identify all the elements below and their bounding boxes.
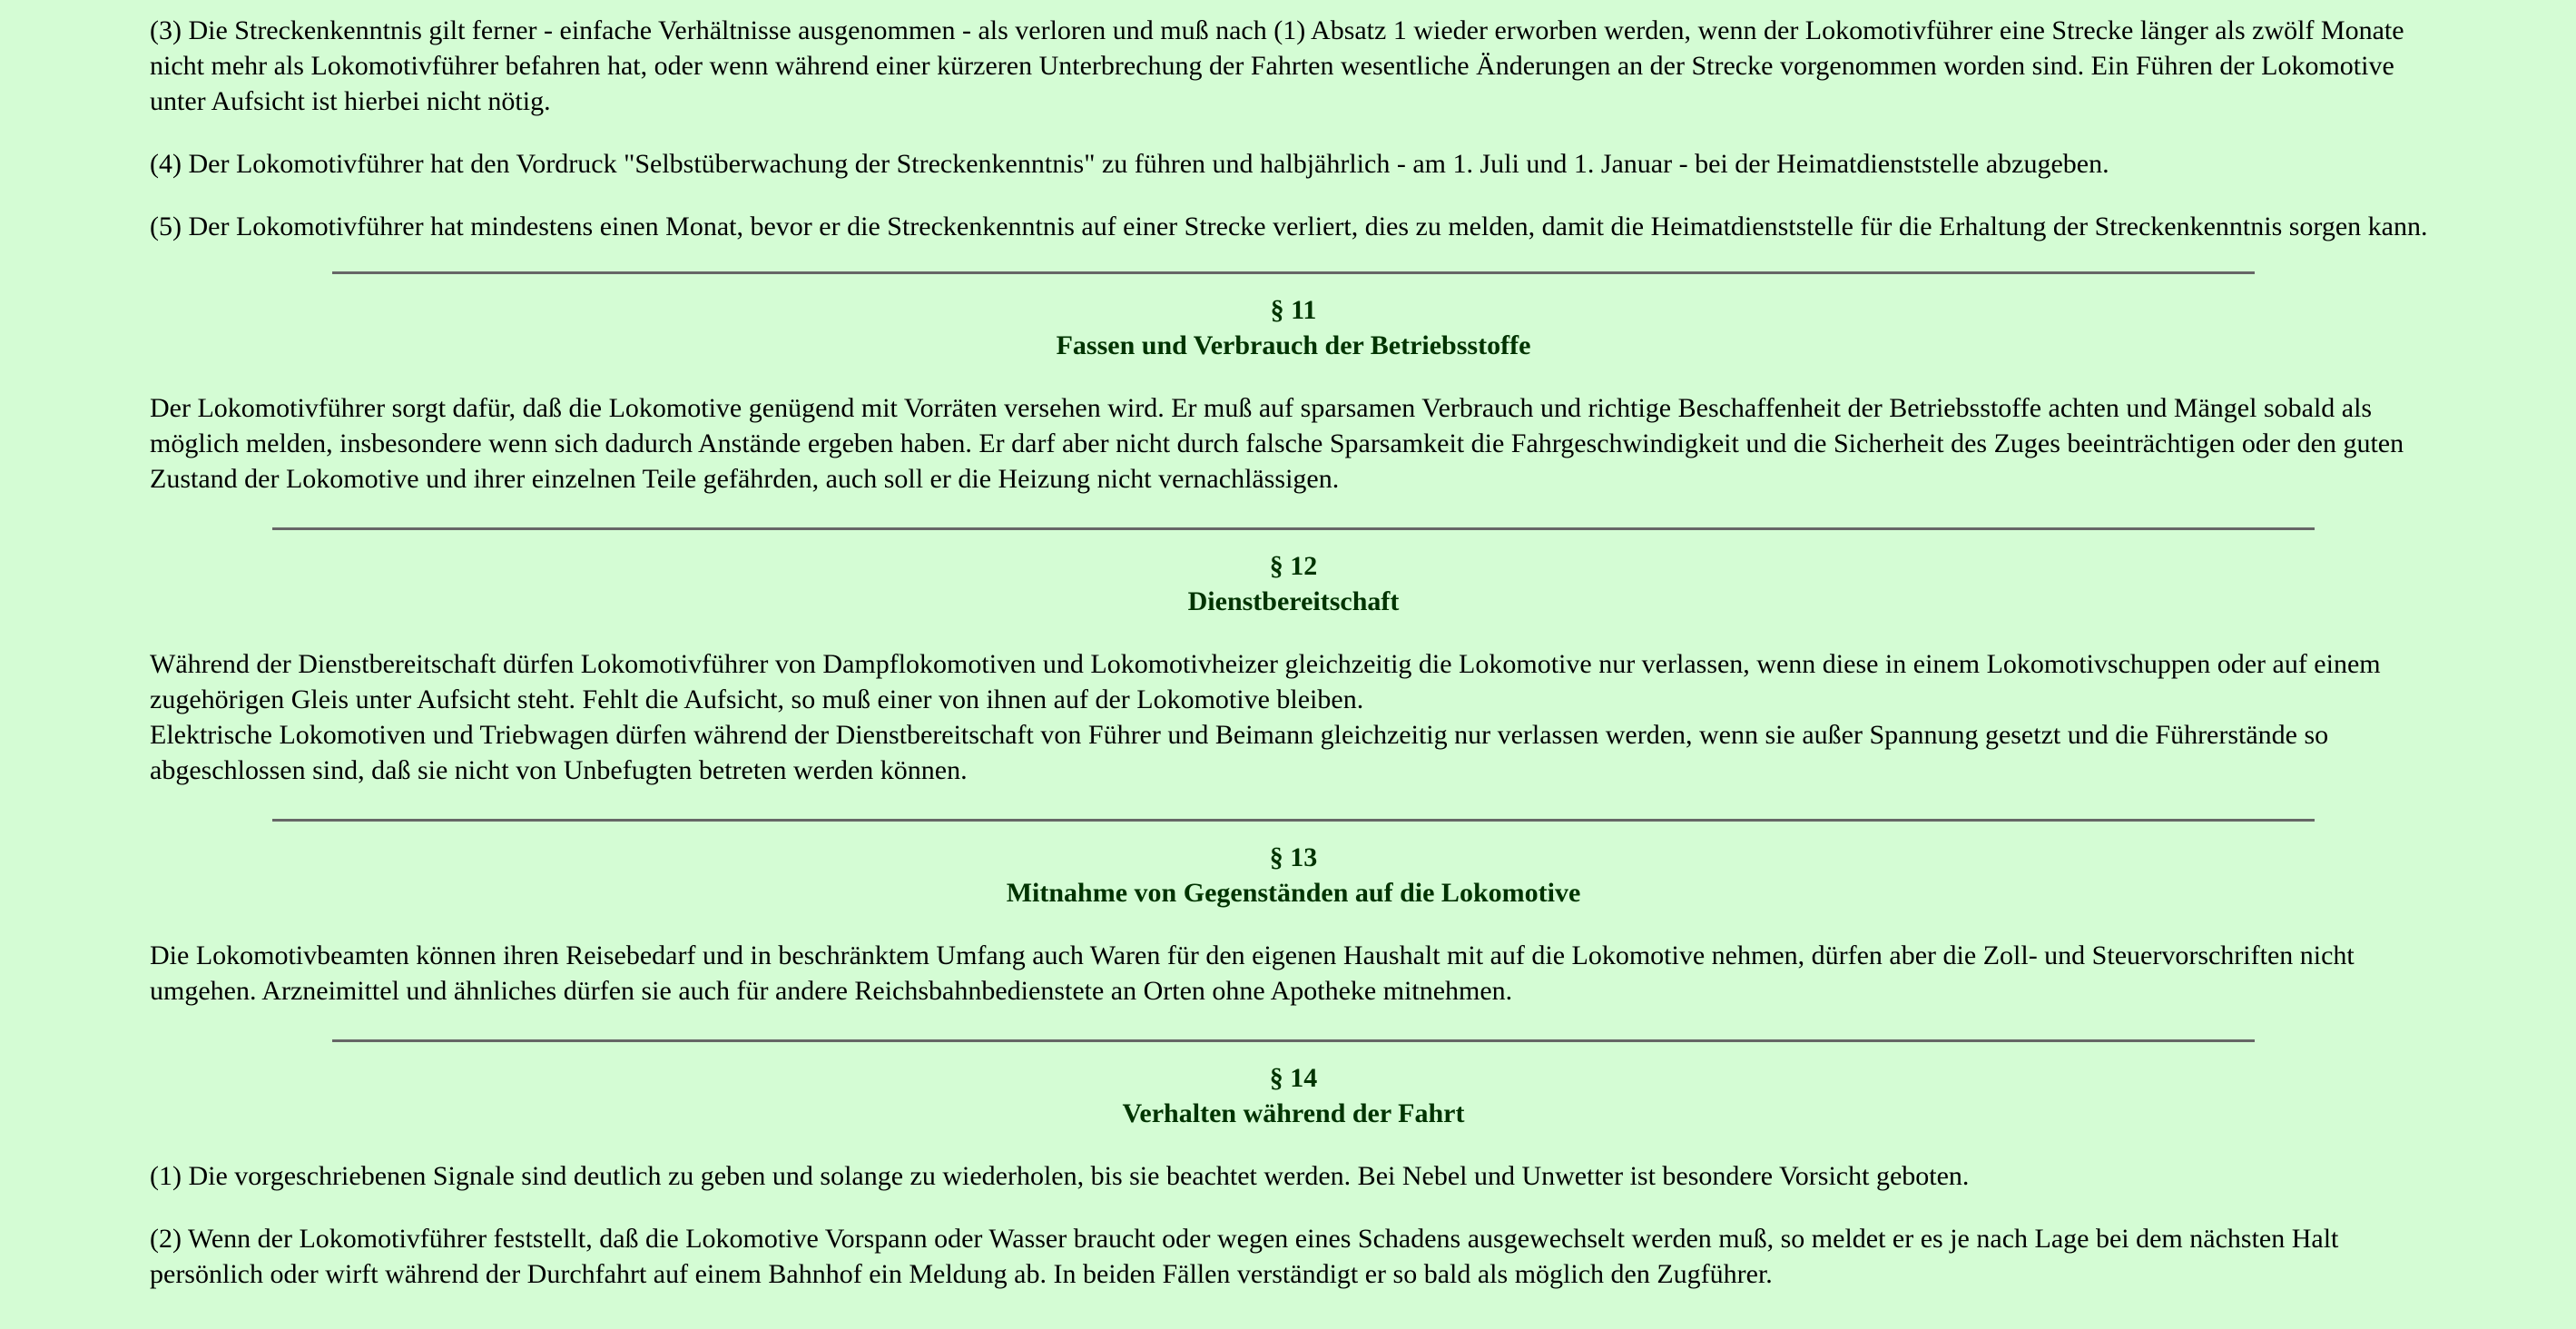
section-12 xyxy=(150,548,2437,619)
section-title: Mitnahme von Gegenständen auf die Lokomotive xyxy=(1006,878,1581,908)
section-paragraph: (1) Die vorgeschriebenen Signale sind deutlich zu geben und solange zu wiederholen, bis sie beachtet werden. Bei Nebel und Unwetter ist besondere Vorsicht geboten. xyxy=(150,1161,1970,1191)
paragraph-3: (3) Die Streckenkenntnis gilt ferner - einfache Verhältnisse ausgenommen - als verloren und muß nach (1) Absatz 1 wieder erworben werden, wenn der Lokomotivführer eine Strecke länger als zwölf Monate nicht mehr als Lokomotivführer befahren hat, oder wenn während einer kürzeren Unterbrechung der Fahrten wesentliche Änderungen an der Strecke vorgenommen worden sind. Ein Führen der Lokomotive unter Aufsicht ist hierbei nicht nötig. xyxy=(150,15,2404,116)
paragraph-5: (5) Der Lokomotivführer hat mindestens einen Monat, bevor er die Streckenkenntnis auf einer Strecke verliert, dies zu melden, damit die Heimatdienststelle für die Erhaltung der Streckenkenntnis sorgen kann. xyxy=(150,212,2428,241)
section-divider xyxy=(272,527,2315,530)
section-number: § 13 xyxy=(1269,842,1318,872)
section-11 xyxy=(150,292,2437,363)
section-number: § 14 xyxy=(1269,1063,1318,1093)
section-13 xyxy=(150,840,2437,911)
section-number: § 12 xyxy=(1269,551,1318,581)
document-body xyxy=(150,13,2437,1319)
section-paragraph: Die Lokomotivbeamten können ihren Reisebedarf und in beschränktem Umfang auch Waren für den eigenen Haushalt mit auf die Lokomotive nehmen, dürfen aber die Zoll- und Steuervorschriften nicht umgehen. Arzneimittel und ähnliches dürfen sie auch für andere Reichsbahnbedienstete an Orten ohne Apotheke mitnehmen. xyxy=(150,940,2355,1006)
paragraph-4: (4) Der Lokomotivführer hat den Vordruck "Selbstüberwachung der Streckenkenntnis" zu führen und halbjährlich - am 1. Juli und 1. Januar - bei der Heimatdienststelle abzugeben. xyxy=(150,149,2109,179)
section-14 xyxy=(150,1060,2437,1131)
section-number: § 11 xyxy=(1270,295,1317,325)
section-title: Dienstbereitschaft xyxy=(1187,586,1400,616)
section-title: Fassen und Verbrauch der Betriebsstoffe xyxy=(1056,330,1531,360)
section-title: Verhalten während der Fahrt xyxy=(1122,1098,1465,1128)
section-paragraph: Der Lokomotivführer sorgt dafür, daß die Lokomotive genügend mit Vorräten versehen wird. Er muß auf sparsamen Verbrauch und richtige Beschaffenheit der Betriebsstoffe achten und Mängel sobald als möglich melden, insbesondere wenn sich dadurch Anstände ergeben haben. Er darf aber nicht durch falsche Sparsamkeit die Fahrgeschwindigkeit und die Sicherheit des Zuges beeinträchtigen oder den guten Zustand der Lokomotive und ihrer einzelnen Teile gefährden, auch soll er die Heizung nicht vernachlässigen. xyxy=(150,393,2404,494)
section-divider xyxy=(272,819,2315,822)
section-paragraph: Während der Dienstbereitschaft dürfen Lokomotivführer von Dampflokomotiven und Lokomotivheizer gleichzeitig die Lokomotive nur verlassen, wenn diese in einem Lokomotivschuppen oder auf einem zugehörigen Gleis unter Aufsicht steht. Fehlt die Aufsicht, so muß einer von ihnen auf der Lokomotive bleiben. xyxy=(150,649,2381,714)
section-divider xyxy=(332,271,2255,274)
section-paragraph: (2) Wenn der Lokomotivführer feststellt, daß die Lokomotive Vorspann oder Wasser braucht oder wegen eines Schadens ausgewechselt werden muß, so meldet er es je nach Lage bei dem nächsten Halt persönlich oder wirft während der Durchfahrt auf einem Bahnhof ein Meldung ab. In beiden Fällen verständigt er so bald als möglich den Zugführer. xyxy=(150,1224,2339,1289)
section-divider xyxy=(332,1039,2255,1042)
section-paragraph: Elektrische Lokomotiven und Triebwagen dürfen während der Dienstbereitschaft von Führer und Beimann gleichzeitig nur verlassen werden, wenn sie außer Spannung gesetzt und die Führerstände so abgeschlossen sind, daß sie nicht von Unbefugten betreten werden können. xyxy=(150,720,2329,785)
